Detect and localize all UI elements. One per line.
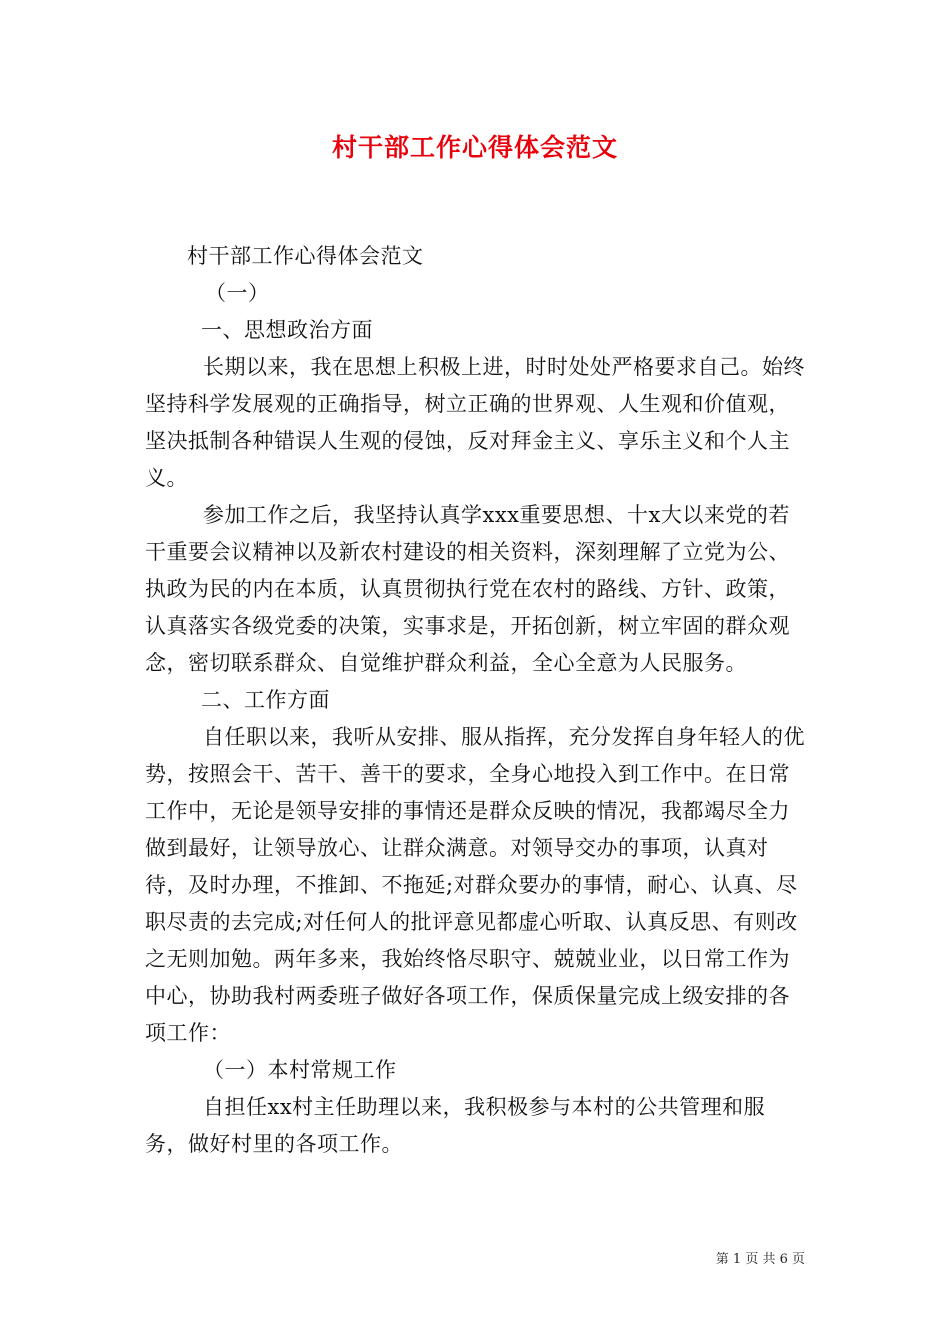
page-number: 第 1 页 共 6 页 bbox=[715, 1252, 805, 1267]
document-body bbox=[145, 238, 807, 1163]
subtitle-line: 村干部工作心得体会范文 bbox=[187, 244, 424, 268]
paragraph-political-1: 长期以来，我在思想上积极上进，时时处处严格要求自己。始终坚持科学发展观的正确指导，树立正确的世界观、人生观和价值观，坚决抵制各种错误人生观的侵蚀，反对拜金主义、享乐主义和个人主义。 bbox=[145, 355, 805, 490]
document-title: 村干部工作心得体会范文 bbox=[331, 133, 618, 162]
paragraph-political-2: 参加工作之后，我坚持认真学xxx重要思想、十x大以来党的若干重要会议精神以及新农村建设的相关资料，深刻理解了立党为公、执政为民的内在本质，认真贯彻执行党在农村的路线、方针、政策，认真落实各级党委的决策，实事求是，开拓创新，树立牢固的群众观念，密切联系群众、自觉维护群众利益，全心全意为人民服务。 bbox=[145, 503, 790, 675]
heading-routine-work: （一）本村常规工作 bbox=[203, 1058, 397, 1082]
paragraph-routine-work: 自担任xx村主任助理以来，我积极参与本村的公共管理和服务，做好村里的各项工作。 bbox=[145, 1095, 766, 1156]
section-number: （一） bbox=[205, 281, 270, 305]
paragraph-work-1: 自任职以来，我听从安排、服从指挥，充分发挥自身年轻人的优势，按照会干、苦干、善干的要求，全身心地投入到工作中。在日常工作中，无论是领导安排的事情还是群众反映的情况，我都竭尽全力做到最好，让领导放心、让群众满意。对领导交办的事项，认真对待，及时办理，不推卸、不拖延;对群众要办的事情，耐心、认真、尽职尽责的去完成;对任何人的批评意见都虚心听取、认真反思、有则改之无则加勉。两年多来，我始终恪尽职守、兢兢业业，以日常工作为中心，协助我村两委班子做好各项工作，保质保量完成上级安排的各项工作： bbox=[145, 725, 805, 1045]
heading-political: 一、思想政治方面 bbox=[201, 318, 373, 342]
heading-work: 二、工作方面 bbox=[201, 688, 330, 712]
